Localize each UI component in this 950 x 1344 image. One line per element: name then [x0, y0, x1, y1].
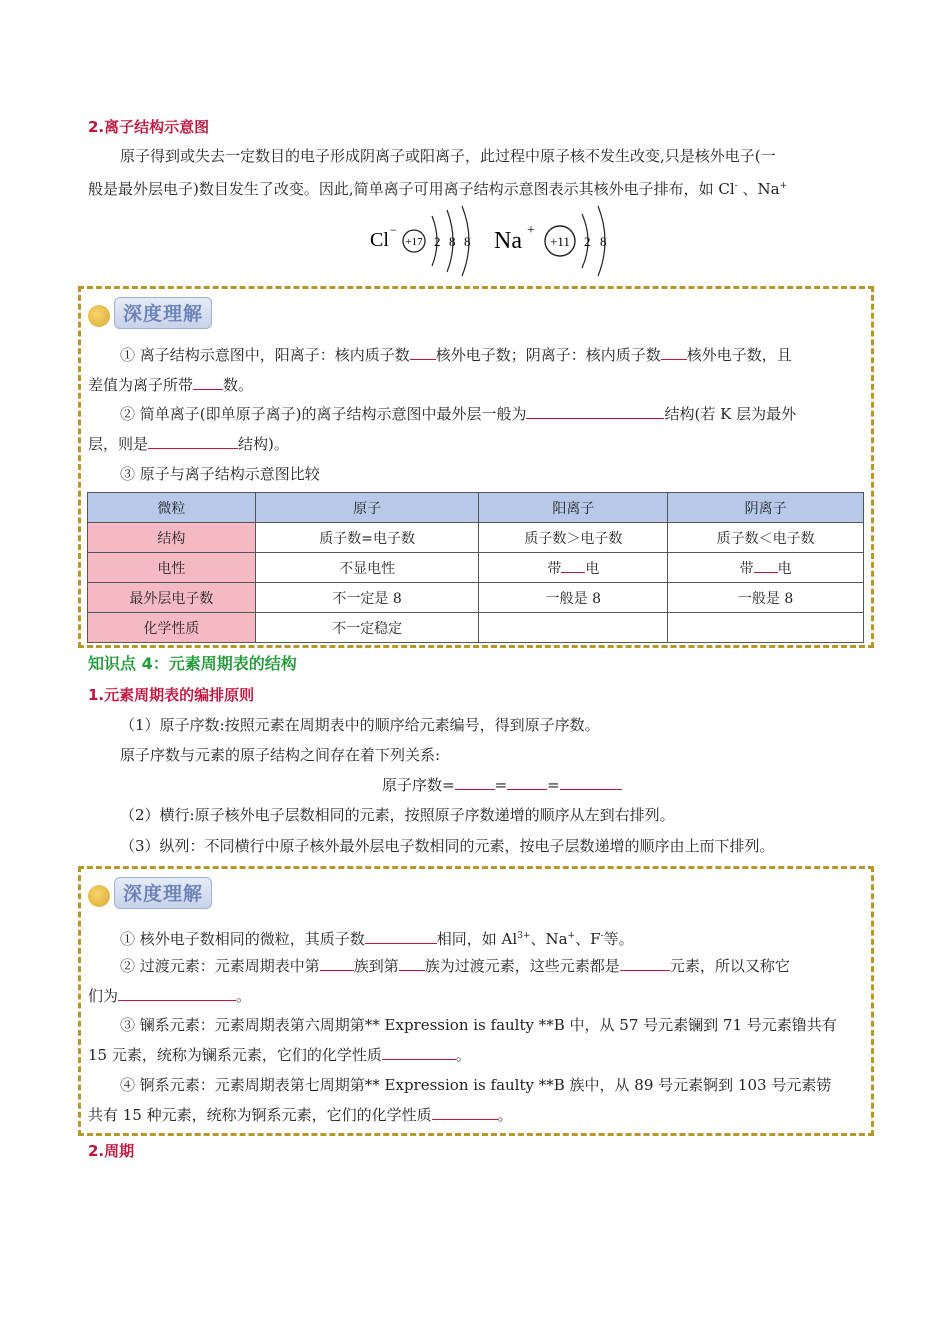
table-cell [479, 613, 668, 643]
superscript: - [734, 181, 738, 191]
blank [620, 956, 670, 971]
blank [526, 404, 664, 419]
table-cell: 不显电性 [255, 553, 479, 583]
blank [118, 986, 236, 1001]
cl-charge: − [390, 223, 397, 237]
paragraph-line: （2）横行:原子核外电子层数相同的元素，按照原子序数递增的顺序从左到右排列。 [120, 806, 675, 824]
table-cell: 一般是 8 [668, 583, 864, 613]
text: 元素，所以又称它 [669, 957, 790, 975]
text: ① 离子结构示意图中，阳离子：核内质子数 [120, 346, 410, 364]
text: 般是最外层电子)数目发生了改变。因此,简单离子可用离子结构示意图表示其核外电子排布，如 Cl [88, 180, 735, 198]
table-header-cell: 微粒 [88, 493, 256, 523]
table-cell: 一般是 8 [479, 583, 668, 613]
table-row [88, 553, 864, 583]
superscript: - [600, 931, 604, 941]
blank [507, 775, 547, 790]
table-header-row [88, 493, 864, 523]
table-cell [479, 553, 668, 583]
text: 等。 [603, 930, 634, 948]
text: 、Na [737, 180, 780, 198]
badge-label: 深度理解 [114, 297, 212, 329]
cl-label: Cl [370, 229, 389, 251]
box1-line-5: ③ 原子与离子结构示意图比较 [120, 465, 320, 483]
table-cell: 质子数=电子数 [255, 523, 479, 553]
blank [410, 345, 436, 360]
ion-structure-diagram [360, 200, 620, 282]
text: 核外电子数，且 [686, 346, 792, 364]
blank [661, 345, 687, 360]
superscript: + [779, 181, 788, 191]
text: 相同，如 Al [436, 930, 518, 948]
text: 。 [455, 1046, 471, 1064]
blank [382, 1045, 456, 1060]
text: 15 元素，统称为镧系元素，它们的化学性质 [88, 1046, 382, 1064]
na-shell-1: 2 [584, 234, 591, 249]
paragraph-line: （3）纵列：不同横行中原子核外最外层电子数相同的元素，按电子层数递增的顺序由上而下排列。 [120, 837, 775, 855]
superscript: + [567, 931, 576, 941]
text: 族到第 [353, 957, 399, 975]
table-row [88, 523, 864, 553]
cl-shell-3: 8 [464, 234, 471, 249]
na-label: Na [494, 228, 522, 254]
box2-line-4: ③ 镧系元素：元素周期表第六周期第** Expression is faulty **B 中，从 57 号元素镧到 71 号元素镥共有 [120, 1016, 837, 1034]
blank [148, 434, 238, 449]
text: 差值为离子所带 [88, 376, 194, 394]
table-cell: 质子数＜电子数 [668, 523, 864, 553]
knowledge-point-title: 知识点 4：元素周期表的结构 [88, 654, 297, 673]
table-row-header: 最外层电子数 [88, 583, 256, 613]
box1-line-2 [88, 370, 253, 400]
na-nucleus-label: +11 [550, 234, 570, 249]
text: 层，则是 [88, 435, 149, 453]
cl-nucleus-label: +17 [405, 236, 423, 248]
table-cell [668, 613, 864, 643]
table-row [88, 583, 864, 613]
lightbulb-icon [88, 305, 110, 327]
table-cell: 不一定是 8 [255, 583, 479, 613]
box1-line-4 [88, 429, 289, 459]
text: 。 [497, 1106, 513, 1124]
blank [320, 956, 354, 971]
text: ② 过渡元素：元素周期表中第 [120, 957, 320, 975]
text: ② 简单离子(即单原子离子)的离子结构示意图中最外层一般为 [120, 405, 527, 423]
na-charge: + [527, 223, 535, 238]
text: 原子序数= [382, 776, 455, 794]
box2-line-6: ④ 锕系元素：元素周期表第七周期第** Expression is faulty **B 族中，从 89 号元素锕到 103 号元素铹 [120, 1076, 832, 1094]
lightbulb-icon [88, 885, 110, 907]
text: = [547, 776, 560, 794]
blank [754, 558, 778, 573]
table-cell: 质子数＞电子数 [479, 523, 668, 553]
box2-line-2 [120, 951, 790, 981]
table-cell: 不一定稳定 [255, 613, 479, 643]
text: 电 [777, 560, 792, 577]
table-row-header: 化学性质 [88, 613, 256, 643]
comparison-table [87, 492, 864, 643]
text: 核外电子数；阴离子：核内质子数 [435, 346, 661, 364]
table-header-cell: 阳离子 [479, 493, 668, 523]
text: 共有 15 种元素，统称为锕系元素，它们的化学性质 [88, 1106, 432, 1124]
table-row [88, 613, 864, 643]
section-title-ion-structure: 2.离子结构示意图 [88, 118, 210, 136]
cl-shell-2: 8 [449, 234, 456, 249]
text: 。 [236, 987, 252, 1005]
text: 族为过渡元素，这些元素都是 [424, 957, 620, 975]
text: 结构)。 [238, 435, 289, 453]
table-header-cell: 原子 [255, 493, 479, 523]
text: 带 [739, 560, 754, 577]
section-title-period: 2.周期 [88, 1142, 135, 1160]
blank [399, 956, 425, 971]
box1-line-3 [120, 399, 796, 429]
badge-label: 深度理解 [114, 877, 212, 909]
table-row-header: 电性 [88, 553, 256, 583]
cl-shell-1: 2 [434, 234, 441, 249]
text: 、Na [530, 930, 568, 948]
text: = [494, 776, 508, 794]
box2-line-1 [120, 921, 634, 954]
blank [561, 558, 585, 573]
table-cell [668, 553, 864, 583]
blank [432, 1105, 498, 1120]
box2-line-5 [88, 1040, 471, 1070]
blank [455, 775, 495, 790]
text: 结构(若 K 层为最外 [664, 405, 797, 423]
superscript: 3+ [517, 931, 531, 941]
table-row-header: 结构 [88, 523, 256, 553]
box2-line-3 [88, 981, 251, 1011]
deep-understanding-badge [88, 877, 212, 909]
blank [560, 775, 622, 790]
section-title-arrangement: 1.元素周期表的编排原则 [88, 686, 255, 704]
blank [365, 929, 437, 944]
na-shell-2: 8 [600, 234, 607, 249]
text: ① 核外电子数相同的微粒，其质子数 [120, 930, 365, 948]
table-header-cell: 阴离子 [668, 493, 864, 523]
box1-line-1 [120, 340, 792, 370]
box2-line-7 [88, 1100, 513, 1130]
atomic-number-equation [382, 770, 622, 800]
blank [193, 375, 223, 390]
text: 数。 [223, 376, 254, 394]
text: 们为 [88, 987, 119, 1005]
paragraph-line: （1）原子序数:按照元素在周期表中的顺序给元素编号，得到原子序数。 [120, 716, 600, 734]
text: 带 [547, 560, 562, 577]
text: 、F [575, 930, 601, 948]
text: 电 [585, 560, 600, 577]
paragraph-line: 原子序数与元素的原子结构之间存在着下列关系: [120, 746, 441, 764]
paragraph-line: 原子得到或失去一定数目的电子形成阴离子或阳离子，此过程中原子核不发生改变,只是核外电子(一 [120, 147, 776, 165]
deep-understanding-badge [88, 297, 212, 329]
